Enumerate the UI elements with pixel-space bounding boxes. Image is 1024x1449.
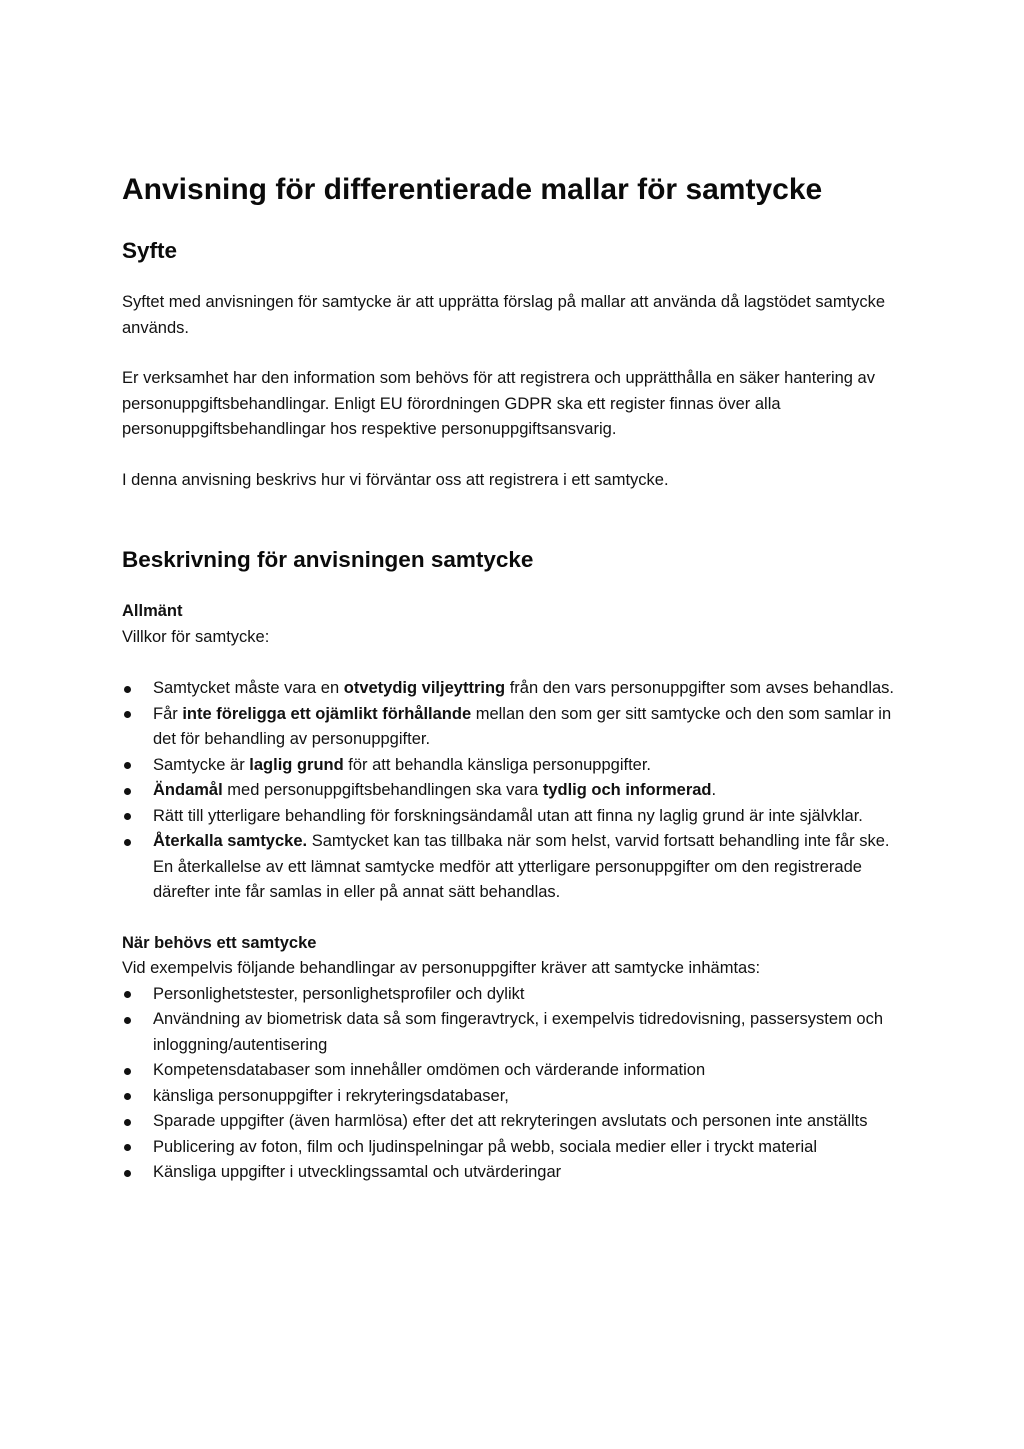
list-item xyxy=(122,829,912,906)
syfte-paragraph: Syftet med anvisningen för samtycke är att upprätta förslag på mallar att använda då lagstödet samtycke används. xyxy=(122,293,886,337)
beskrivning-heading: Beskrivning för anvisningen samtycke xyxy=(122,547,534,572)
bullet-bold-text: Återkalla samtycke. xyxy=(153,832,308,850)
list-item xyxy=(122,804,912,830)
bullet-bold-text: tydlig och informerad xyxy=(542,781,712,799)
bullet-icon xyxy=(124,991,131,998)
bullet-text: Samtycket kan tas tillbaka när som helst, varvid fortsatt behandling inte får ske. En återkallelse av ett lämnat samtycke medför att ytterligare personuppgifter om den registrerade därefter inte får samlas in eller på annat sätt behandlas. xyxy=(153,832,890,901)
bullet-icon xyxy=(124,686,131,693)
list-item xyxy=(122,1109,912,1135)
bullet-icon xyxy=(124,1068,131,1075)
list-item xyxy=(122,778,912,804)
document-title: Anvisning för differentierade mallar för samtycke xyxy=(122,173,823,206)
bullet-text: Sparade uppgifter (även harmlösa) efter det att rekryteringen avslutats och personen inte anställts xyxy=(153,1112,868,1130)
bullet-text: känsliga personuppgifter i rekryteringsdatabaser, xyxy=(153,1086,509,1105)
bullet-icon xyxy=(124,788,131,795)
bullet-bold-text: otvetydig viljeyttring xyxy=(343,679,506,697)
list-item xyxy=(122,1007,912,1058)
bullet-text: med personuppgiftsbehandlingen ska vara xyxy=(222,781,543,799)
bullet-text: mellan den som ger sitt samtycke och den som samlar in det för behandling av personuppgifter. xyxy=(153,704,892,748)
bullet-icon xyxy=(124,762,131,769)
list-item xyxy=(122,676,912,702)
nar-intro: Vid exempelvis följande behandlingar av personuppgifter kräver att samtycke inhämtas: xyxy=(122,959,761,977)
bullet-bold-text: inte föreligga ett ojämlikt förhållande xyxy=(182,704,472,723)
allmant-section xyxy=(122,599,912,650)
bullet-bold-text: laglig grund xyxy=(249,755,344,774)
bullet-text: Får xyxy=(153,704,183,723)
bullet-text: från den vars personuppgifter som avses behandlas. xyxy=(505,679,895,697)
bullet-icon xyxy=(124,813,131,820)
bullet-icon xyxy=(124,711,131,718)
bullet-text: Kompetensdatabaser som innehåller omdömen och värderande information xyxy=(153,1061,706,1079)
bullet-text: Användning av biometrisk data så som fingeravtryck, i exempelvis tidredovisning, passersystem och inloggning/autentisering xyxy=(153,1010,883,1054)
bullet-text: Personlighetstester, personlighetsprofiler och dylikt xyxy=(153,984,525,1003)
list-item xyxy=(122,982,912,1008)
bullet-icon xyxy=(124,1119,131,1126)
allmant-bullet-list xyxy=(122,676,912,906)
bullet-icon xyxy=(124,1093,131,1100)
bullet-text: för att behandla känsliga personuppgifter. xyxy=(343,755,651,774)
bullet-text: . xyxy=(711,781,717,799)
syfte-paragraph: I denna anvisning beskrivs hur vi förväntar oss att registrera i ett samtycke. xyxy=(122,470,669,489)
bullet-icon xyxy=(124,1170,131,1177)
bullet-icon xyxy=(124,839,131,846)
list-item xyxy=(122,753,912,779)
list-item xyxy=(122,1084,912,1110)
list-item xyxy=(122,1160,912,1186)
list-item xyxy=(122,1058,912,1084)
bullet-text: Rätt till ytterligare behandling för forskningsändamål utan att finna ny laglig grund är inte självklar. xyxy=(153,806,863,825)
bullet-icon xyxy=(124,1017,131,1024)
nar-section xyxy=(122,931,912,982)
list-item xyxy=(122,1135,912,1161)
bullet-text: Publicering av foton, film och ljudinspelningar på webb, sociala medier eller i tryckt material xyxy=(153,1137,817,1156)
list-item xyxy=(122,702,912,753)
nar-subheading: När behövs ett samtycke xyxy=(122,933,317,952)
bullet-text: Samtycke är xyxy=(153,755,250,774)
bullet-icon xyxy=(124,1144,131,1151)
allmant-subheading: Allmänt xyxy=(122,602,183,620)
document-page xyxy=(122,170,912,1186)
nar-bullet-list xyxy=(122,982,912,1186)
bullet-text: Samtycket måste vara en xyxy=(153,679,344,697)
syfte-paragraph: Er verksamhet har den information som behövs för att registrera och upprätthålla en säker hantering av personuppgiftsbehandlingar. Enligt EU förordningen GDPR ska ett register finnas över alla personuppgiftsbehandlingar hos respektive personuppgiftsansvarig. xyxy=(122,369,875,438)
allmant-intro: Villkor för samtycke: xyxy=(122,627,270,646)
bullet-bold-text: Ändamål xyxy=(153,781,223,799)
syfte-heading: Syfte xyxy=(122,238,178,263)
bullet-text: Känsliga uppgifter i utvecklingssamtal och utvärderingar xyxy=(153,1163,562,1181)
